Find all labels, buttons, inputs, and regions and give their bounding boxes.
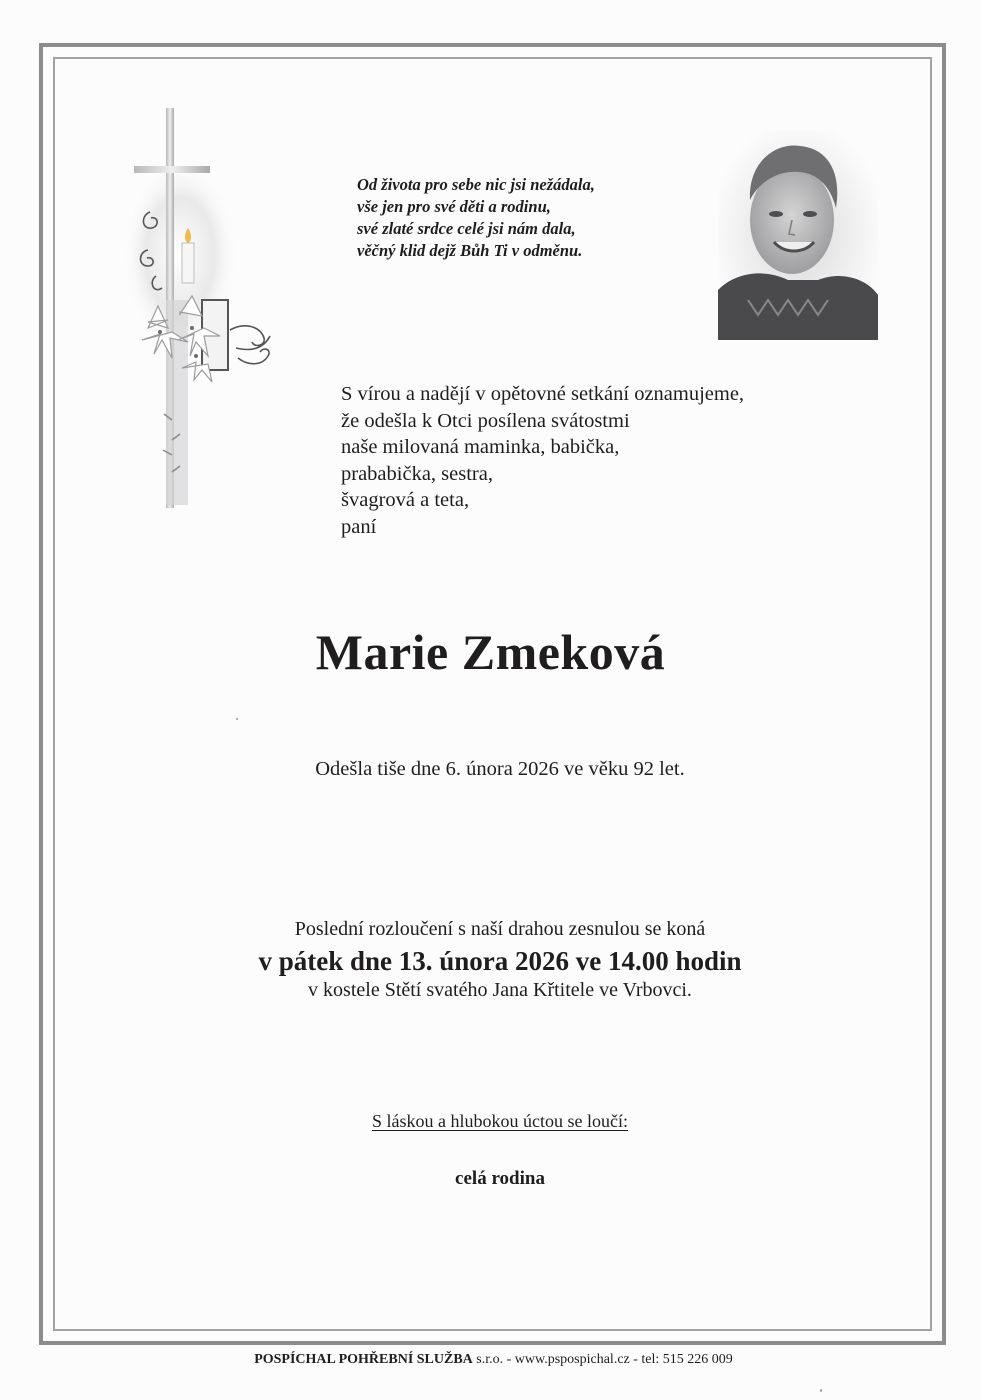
announcement-line: že odešla k Otci posílena svátostmi <box>341 409 630 432</box>
signed-family: celá rodina <box>455 1168 545 1189</box>
announcement-line: S vírou a nadějí v opětovné setkání oznamujeme, <box>341 383 745 405</box>
paper-speck <box>236 718 238 720</box>
poem-line: Od života pro sebe nic jsi nežádala, <box>357 175 595 194</box>
funeral-intro: Poslední rozloučení s naší drahou zesnulou se koná <box>294 918 706 940</box>
poem-line: vše jen pro své děti a rodinu, <box>357 197 551 216</box>
memorial-poem <box>357 174 677 262</box>
cross-candle-lilies-icon <box>118 100 308 510</box>
footer-contact <box>0 1352 981 1368</box>
footer-firm-name: POSPÍCHAL POHŘEBNÍ SLUŽBA <box>254 1352 473 1367</box>
death-date-line: Odešla tiše dne 6. února 2026 ve věku 92 let. <box>315 758 685 780</box>
closing-line: S láskou a hlubokou úctou se loučí: <box>372 1111 628 1131</box>
announcement-text <box>341 381 821 540</box>
paper-speck <box>820 1389 822 1392</box>
funeral-place: v kostele Stětí svatého Jana Křtitele ve Vrbovci. <box>308 979 692 1001</box>
deceased-name: Marie Zmeková <box>315 624 666 680</box>
footer-details: s.r.o. - www.pspospichal.cz - tel: 515 226 009 <box>472 1352 733 1367</box>
announcement-line: paní <box>341 515 377 538</box>
poem-line: své zlaté srdce celé jsi nám dala, <box>357 219 576 238</box>
announcement-line: prababička, sestra, <box>341 462 493 485</box>
funeral-datetime: v pátek dne 13. února 2026 ve 14.00 hodin <box>258 946 742 976</box>
portrait-photo <box>718 130 878 340</box>
announcement-line: naše milovaná maminka, babička, <box>341 436 620 458</box>
announcement-line: švagrová a teta, <box>341 489 470 511</box>
poem-line: věčný klid dejž Bůh Ti v odměnu. <box>357 241 583 260</box>
